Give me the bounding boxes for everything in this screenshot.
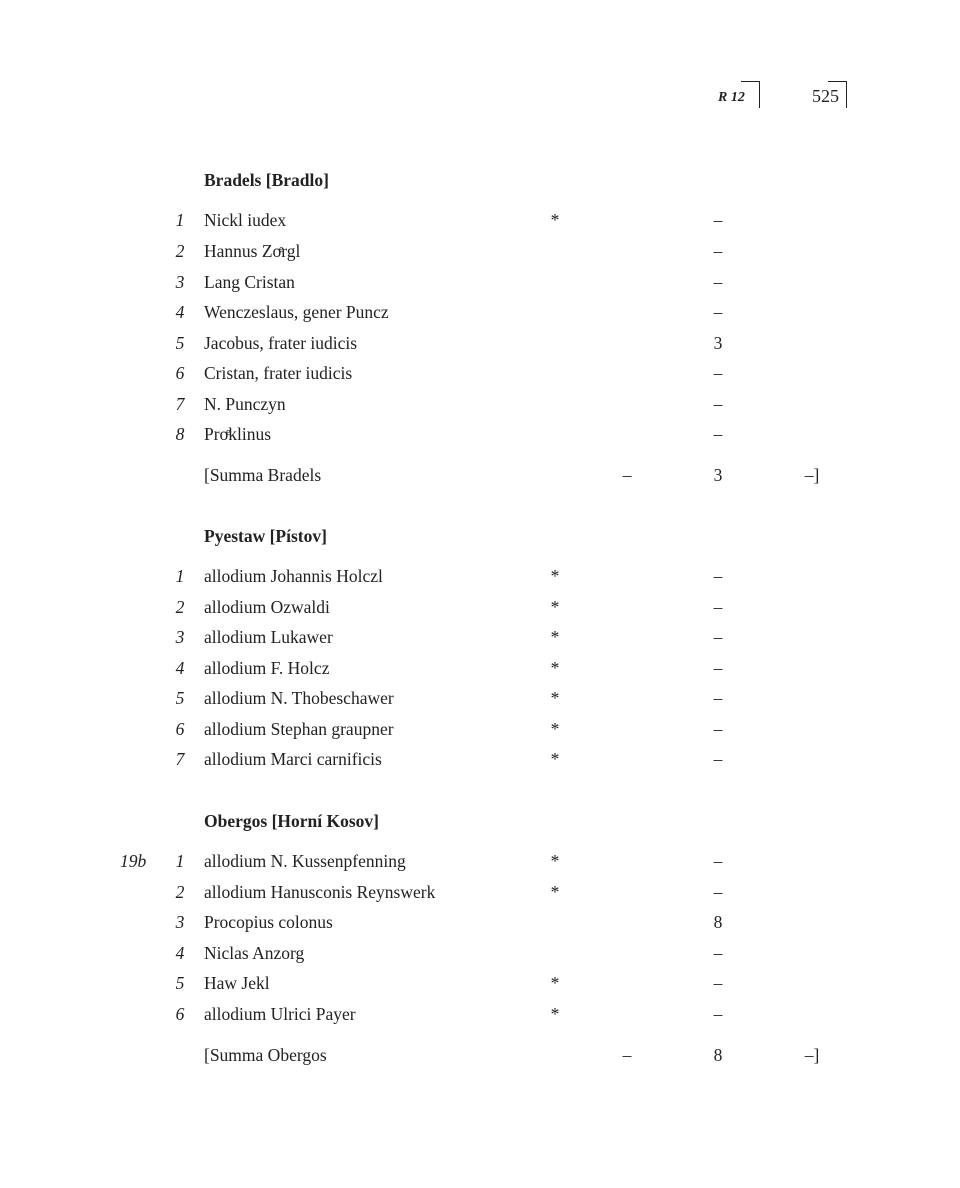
entry-value: –: [713, 566, 723, 586]
row-number: 3: [175, 627, 185, 647]
entry-value: –: [713, 363, 723, 383]
entry-star: *: [550, 597, 560, 617]
table-row: [0, 971, 960, 995]
entry-name: Hannus Zoͤrgl: [204, 241, 301, 261]
entry-value: –: [713, 943, 723, 963]
table-row: [0, 849, 960, 873]
entry-name: allodium Ulrici Payer: [204, 1004, 356, 1024]
section-title: Bradels [Bradlo]: [204, 170, 329, 190]
entry-name: Haw Jekl: [204, 973, 270, 993]
table-row: [0, 910, 960, 934]
entry-value: –: [713, 424, 723, 444]
row-number: 1: [175, 851, 185, 871]
table-row: [0, 1002, 960, 1026]
table-row: [0, 564, 960, 588]
entry-name: allodium N. Kussenpfenning: [204, 851, 406, 871]
entry-value: –: [713, 851, 723, 871]
entry-star: *: [550, 658, 560, 678]
summary-dash: –: [622, 1045, 632, 1065]
entry-star: *: [550, 688, 560, 708]
entry-value: –: [713, 597, 723, 617]
row-number: 6: [175, 1004, 185, 1024]
corner-mark: [741, 81, 760, 108]
row-number: 7: [175, 749, 185, 769]
entry-name: allodium Johannis Holczl: [204, 566, 383, 586]
entry-value: –: [713, 627, 723, 647]
entry-name: allodium N. Thobeschawer: [204, 688, 394, 708]
table-row: [0, 392, 960, 416]
entry-name: allodium Stephan graupner: [204, 719, 394, 739]
table-row: [0, 270, 960, 294]
table-row: [0, 595, 960, 619]
row-number: 4: [175, 658, 185, 678]
entry-star: *: [550, 627, 560, 647]
table-row: [0, 361, 960, 385]
entry-name: allodium Marci carnificis: [204, 749, 382, 769]
row-number: 1: [175, 210, 185, 230]
row-number: 1: [175, 566, 185, 586]
entry-value: 3: [713, 333, 723, 353]
entry-value: –: [713, 973, 723, 993]
entry-value: –: [713, 241, 723, 261]
row-number: 2: [175, 597, 185, 617]
entry-name: allodium F. Holcz: [204, 658, 330, 678]
entry-star: *: [550, 882, 560, 902]
corner-mark: [828, 81, 847, 108]
section-title: Pyestaw [Pístov]: [204, 526, 327, 546]
entry-name: allodium Hanusconis Reynswerk: [204, 882, 436, 902]
entry-name: Procopius colonus: [204, 912, 333, 932]
entry-name: Niclas Anzorg: [204, 943, 305, 963]
row-number: 4: [175, 943, 185, 963]
summary-row: [0, 463, 960, 487]
entry-star: *: [550, 210, 560, 230]
table-row: [0, 331, 960, 355]
table-row: [0, 422, 960, 446]
summary-label: [Summa Obergos: [204, 1045, 327, 1065]
table-row: [0, 656, 960, 680]
table-row: [0, 686, 960, 710]
table-row: [0, 880, 960, 904]
row-number: 3: [175, 272, 185, 292]
row-number: 5: [175, 333, 185, 353]
entry-name: Proͤklinus: [204, 424, 272, 444]
summary-row: [0, 1043, 960, 1067]
folio-margin-note: 19b: [120, 851, 147, 871]
row-number: 6: [175, 719, 185, 739]
entry-star: *: [550, 749, 560, 769]
summary-end: –]: [804, 465, 820, 485]
summary-value: 8: [713, 1045, 723, 1065]
entry-name: allodium Lukawer: [204, 627, 333, 647]
entry-value: –: [713, 394, 723, 414]
table-row: [0, 300, 960, 324]
entry-value: –: [713, 210, 723, 230]
row-number: 7: [175, 394, 185, 414]
entry-star: *: [550, 1004, 560, 1024]
entry-star: *: [550, 719, 560, 739]
row-number: 4: [175, 302, 185, 322]
entry-value: –: [713, 1004, 723, 1024]
table-row: [0, 239, 960, 263]
entry-value: –: [713, 719, 723, 739]
entry-name: Cristan, frater iudicis: [204, 363, 353, 383]
row-number: 8: [175, 424, 185, 444]
entry-value: –: [713, 749, 723, 769]
entry-value: –: [713, 688, 723, 708]
entry-value: –: [713, 272, 723, 292]
row-number: 2: [175, 241, 185, 261]
running-head-marker: R 12: [718, 90, 745, 105]
row-number: 2: [175, 882, 185, 902]
page-number: 525: [812, 86, 839, 106]
row-number: 3: [175, 912, 185, 932]
entry-name: Lang Cristan: [204, 272, 295, 292]
entry-name: allodium Ozwaldi: [204, 597, 330, 617]
summary-value: 3: [713, 465, 723, 485]
entry-star: *: [550, 973, 560, 993]
table-row: [0, 208, 960, 232]
section-title: Obergos [Horní Kosov]: [204, 811, 379, 831]
row-number: 6: [175, 363, 185, 383]
table-row: [0, 625, 960, 649]
summary-end: –]: [804, 1045, 820, 1065]
entry-star: *: [550, 566, 560, 586]
row-number: 5: [175, 688, 185, 708]
table-row: [0, 941, 960, 965]
entry-value: –: [713, 658, 723, 678]
entry-value: 8: [713, 912, 723, 932]
entry-value: –: [713, 882, 723, 902]
entry-name: Jacobus, frater iudicis: [204, 333, 358, 353]
entry-value: –: [713, 302, 723, 322]
summary-label: [Summa Bradels: [204, 465, 322, 485]
entry-name: Wenczeslaus, gener Puncz: [204, 302, 389, 322]
summary-dash: –: [622, 465, 632, 485]
table-row: [0, 717, 960, 741]
entry-name: N. Punczyn: [204, 394, 286, 414]
entry-star: *: [550, 851, 560, 871]
table-row: [0, 747, 960, 771]
row-number: 5: [175, 973, 185, 993]
entry-name: Nickl iudex: [204, 210, 287, 230]
